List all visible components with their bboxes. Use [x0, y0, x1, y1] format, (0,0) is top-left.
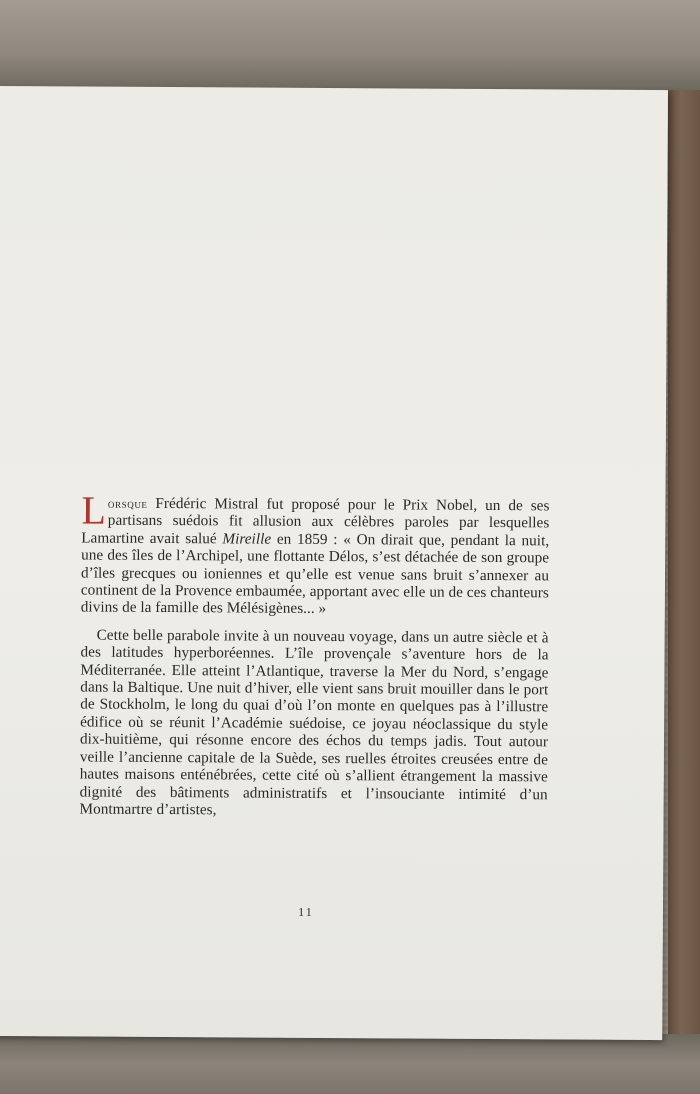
paragraph-1-tail: en 1859 : « On dirait que, pendant la nuit, une des îles de l’Archipel, une flottante Délos, s’est détachée de son groupe d’îles grecques ou ioniennes et qu’elle est venue sans bruit s’annexer au continent de la Provence embaumée, apportant avec elle un de ces chanteurs divins de la famille des Mélésigènes... » — [80, 530, 550, 618]
paragraph-1 — [80, 487, 550, 620]
book-page — [0, 86, 668, 1040]
mireille-title: Mireille — [222, 530, 272, 548]
drop-cap-letter: L — [81, 487, 107, 533]
wooden-table-top — [0, 0, 700, 90]
first-word-smallcaps: orsque — [107, 495, 148, 511]
wooden-table-bottom — [0, 1034, 700, 1094]
paragraph-2: Cette belle parabole invite à un nouveau voyage, dans un autre siècle et à des latitudes hyperboréennes. L’île provençale s’aventure hors de la Méditerranée. Elle atteint l’Atlantique, traverse la Mer du Nord, s’engage dans la Baltique. Une nuit d’hiver, elle vient sans bruit mouiller dans le port de Stockholm, le long du quai d’où l’on monte en quelques pas à l’illustre édifice où se réunit l’Académie suédoise, ce joyau néoclassique du style dix-huitième, qui résonne encore des échos du temps jadis. Tout autour veille l’ancienne capitale de la Suède, ses ruelles étroites creusées entre de hautes maisons enténébrées, cette cité où s’allient étrangement la massive dignité des bâtiments administratifs et l’insouciante intimité d’un Montmartre d’artistes, — [79, 626, 549, 819]
body-text — [79, 487, 550, 821]
wooden-table-right — [668, 90, 700, 1094]
page-number: 11 — [298, 904, 314, 919]
paragraph-1-text: Frédéric Mistral fut proposé pour le Prix Nobel, un de ses partisans suédois fit allusion aux célèbres paroles par lesquelles Lamartine avait salué — [81, 494, 550, 548]
